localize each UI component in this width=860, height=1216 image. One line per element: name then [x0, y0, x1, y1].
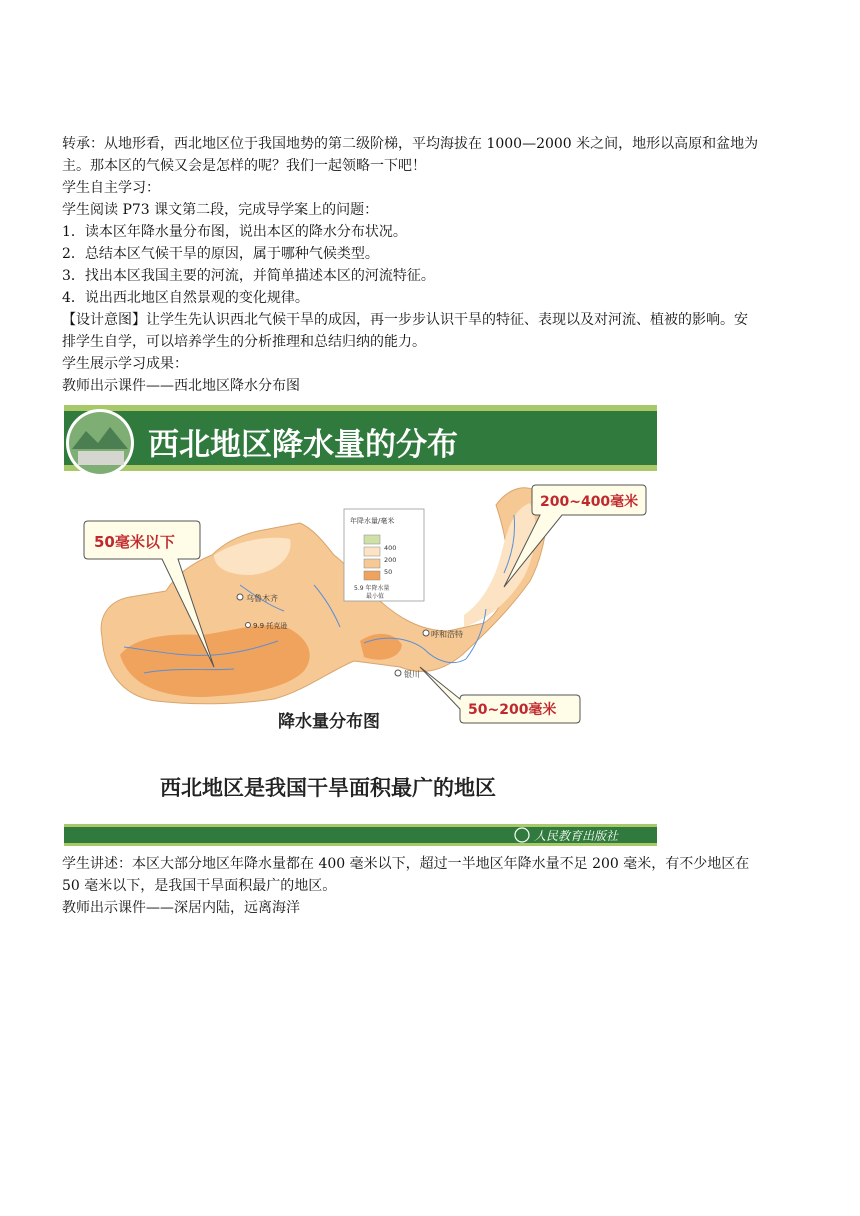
callout-label: 50~200毫米 — [468, 702, 557, 718]
city-label: 9.9 托克逊 — [253, 622, 288, 630]
legend-swatch — [364, 547, 380, 556]
text-block-bottom — [62, 853, 802, 919]
legend-note: 5.9 年降水量 — [354, 585, 390, 592]
slide-caption: 西北地区是我国干旱面积最广的地区 — [160, 776, 496, 800]
design-intent-cont: 排学生自学，可以培养学生的分析推理和总结归纳的能力。 — [62, 334, 426, 350]
paragraph: 学生讲述：本区大部分地区年降水量都在 400 毫米以下，超过一半地区年降水量不足 200 毫米，有不少地区在 — [62, 856, 750, 872]
question-3: 3．找出本区我国主要的河流，并简单描述本区的河流特征。 — [62, 268, 435, 284]
paragraph: 学生展示学习成果： — [62, 356, 188, 372]
publisher-name: 人民教育出版社 — [534, 829, 619, 843]
map-title: 降水量分布图 — [278, 712, 380, 732]
callout-label: 50毫米以下 — [94, 533, 175, 551]
paragraph: 主。那本区的气候又会是怎样的呢？我们一起领略一下吧！ — [62, 158, 426, 174]
callout-label: 200~400毫米 — [540, 494, 639, 510]
legend-label: 50 — [384, 568, 393, 576]
paragraph: 50 毫米以下，是我国干旱面积最广的地区。 — [62, 878, 337, 894]
city-label: 银川 — [404, 670, 420, 679]
legend-label: 200 — [384, 556, 397, 564]
paragraph: 学生自主学习： — [62, 180, 160, 196]
slide-svg — [64, 405, 657, 848]
city-marker — [246, 623, 251, 628]
city-label: 乌鲁木齐 — [246, 594, 278, 603]
precipitation-slide-image — [64, 405, 657, 848]
callout-50-200mm — [420, 667, 580, 723]
map-legend — [344, 509, 424, 601]
legend-note: 最小值 — [366, 593, 385, 600]
legend-swatch — [364, 559, 380, 568]
paragraph: 转承：从地形看，西北地区位于我国地势的第二级阶梯，平均海拔在 1000—2000 米之间，地形以高原和盆地为 — [62, 136, 759, 152]
paragraph: 教师出示课件——西北地区降水分布图 — [62, 378, 300, 394]
legend-label: 400 — [384, 544, 397, 552]
question-4: 4．说出西北地区自然景观的变化规律。 — [62, 290, 309, 306]
city-label: 呼和浩特 — [431, 630, 463, 639]
legend-swatch — [364, 571, 380, 580]
slide-title: 西北地区降水量的分布 — [148, 427, 458, 463]
banner-bottom-stripe — [64, 465, 657, 471]
question-2: 2．总结本区气候干旱的原因，属于哪种气候类型。 — [62, 246, 379, 262]
paragraph: 学生阅读 P73 课文第二段，完成导学案上的问题： — [62, 202, 379, 218]
design-intent: 【设计意图】让学生先认识西北气候干旱的成因，再一步步认识干旱的特征、表现以及对河流、植被的影响。安 — [62, 312, 748, 328]
city-marker — [423, 630, 429, 636]
banner-top-stripe — [64, 405, 657, 411]
legend-swatch — [364, 535, 380, 544]
city-marker — [237, 594, 243, 600]
legend-title: 年降水量/毫米 — [350, 517, 395, 525]
paragraph: 教师出示课件——深居内陆，远离海洋 — [62, 900, 300, 916]
question-1: 1．读本区年降水量分布图，说出本区的降水分布状况。 — [62, 224, 407, 240]
text-block-top — [62, 133, 802, 397]
city-marker — [395, 670, 401, 676]
